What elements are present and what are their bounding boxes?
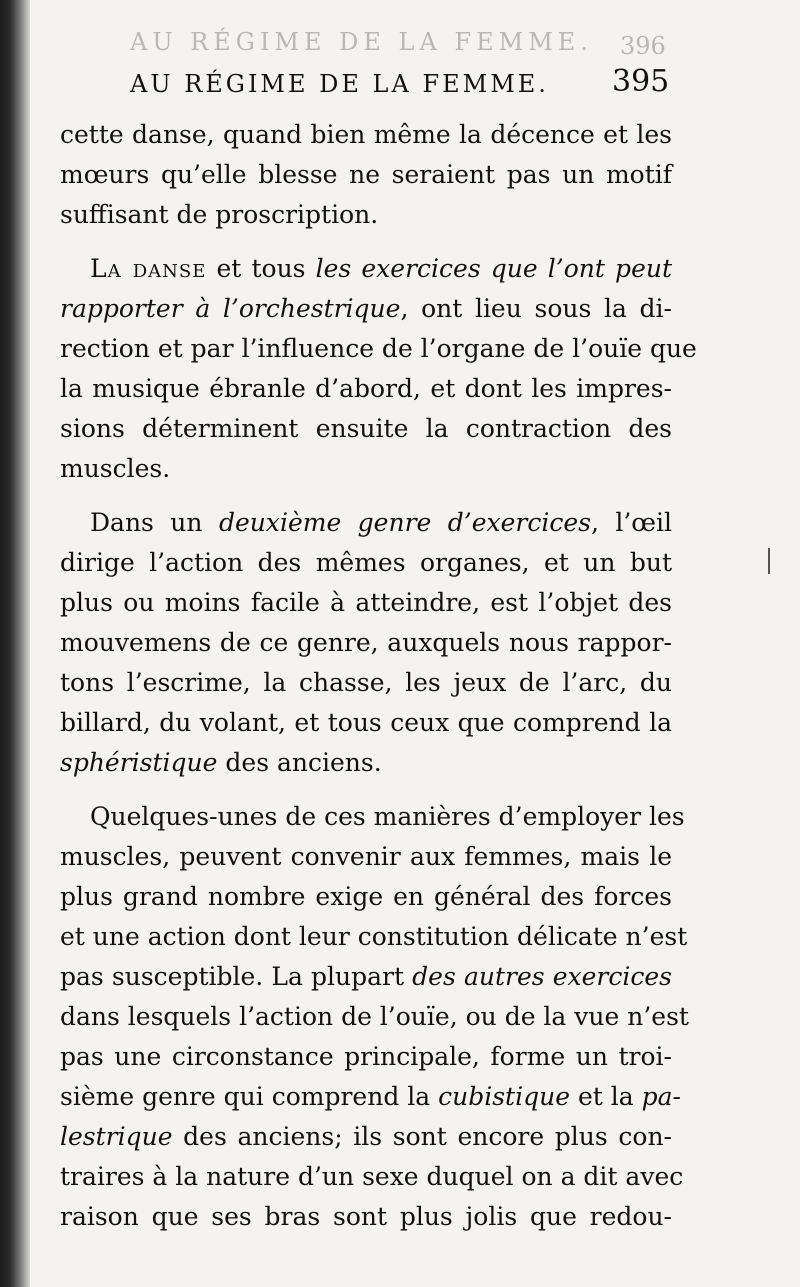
running-head: AU RÉGIME DE LA FEMME. xyxy=(130,70,549,98)
text-line: mœurs qu’elle blesse ne seraient pas un motif xyxy=(60,160,672,189)
text-line: mouvemens de ce genre, auxquels nous rappor- xyxy=(60,628,672,657)
italic-text: les exercices que l’ont peut xyxy=(315,254,673,283)
text-line: plus grand nombre exige en général des forces xyxy=(60,882,672,911)
text-line: plus ou moins facile à atteindre, est l’objet des xyxy=(60,588,672,617)
text-run: Dans un xyxy=(90,508,219,537)
paragraph-start xyxy=(60,503,672,543)
text-line xyxy=(60,1117,672,1157)
text-line: dirige l’action des mêmes organes, et un but xyxy=(60,548,672,577)
paragraph-start xyxy=(60,249,672,289)
text-line xyxy=(60,1077,681,1117)
text-run: des anciens; ils sont encore plus con- xyxy=(172,1122,672,1151)
text-run: , l’œil xyxy=(590,508,672,537)
text-line: suffisant de proscription. xyxy=(60,200,379,229)
text-line: rection et par l’influence de l’organe de l’ouïe que xyxy=(60,334,697,363)
text-run: pas susceptible. La plupart xyxy=(60,962,413,991)
text-run: des anciens. xyxy=(217,748,382,777)
text-line: cette danse, quand bien même la décence et les xyxy=(60,120,672,149)
text-line: traires à la nature d’un sexe duquel on a dit avec xyxy=(60,1162,684,1191)
text-run: et tous xyxy=(206,254,316,283)
margin-mark xyxy=(768,548,770,574)
italic-text: deuxième genre d’exercices xyxy=(218,508,591,537)
text-run: sième genre qui comprend la xyxy=(60,1082,439,1111)
binding-shadow xyxy=(0,0,30,1287)
text-line xyxy=(60,289,672,329)
text-line: pas une circonstance principale, forme un troi- xyxy=(60,1042,672,1071)
show-through-heading: AU RÉGIME DE LA FEMME. xyxy=(130,28,593,56)
italic-text: lestrique xyxy=(60,1122,173,1151)
text-line xyxy=(60,743,672,783)
text-line xyxy=(60,957,672,997)
small-caps-text: La danse xyxy=(90,254,207,283)
italic-text: pa- xyxy=(641,1082,681,1111)
italic-text: cubistique xyxy=(438,1082,570,1111)
text-line: et une action dont leur constitution délicate n’est xyxy=(60,922,688,951)
text-line: dans lesquels l’action de l’ouïe, ou de la vue n’est xyxy=(60,1002,689,1031)
text-line: muscles. xyxy=(60,454,171,483)
show-through-page-number: 396 xyxy=(620,32,666,60)
text-line: muscles, peuvent convenir aux femmes, mais le xyxy=(60,842,672,871)
page-number: 395 xyxy=(612,64,670,99)
text-line: tons l’escrime, la chasse, les jeux de l’arc, du xyxy=(60,668,672,697)
body-text xyxy=(60,115,697,1237)
text-line: sions déterminent ensuite la contraction des xyxy=(60,414,672,443)
text-line: raison que ses bras sont plus jolis que redou- xyxy=(60,1202,672,1231)
italic-text: rapporter à l’orchestrique xyxy=(60,294,401,323)
text-run: et la xyxy=(570,1082,642,1111)
italic-text: sphéristique xyxy=(60,748,218,777)
text-line: la musique ébranle d’abord, et dont les impres- xyxy=(60,374,672,403)
text-run: , ont lieu sous la di- xyxy=(400,294,672,323)
italic-text: des autres exercices xyxy=(412,962,672,991)
text-line: billard, du volant, et tous ceux que comprend la xyxy=(60,708,672,737)
paragraph-start: Quelques-unes de ces manières d’employer les xyxy=(90,802,685,831)
